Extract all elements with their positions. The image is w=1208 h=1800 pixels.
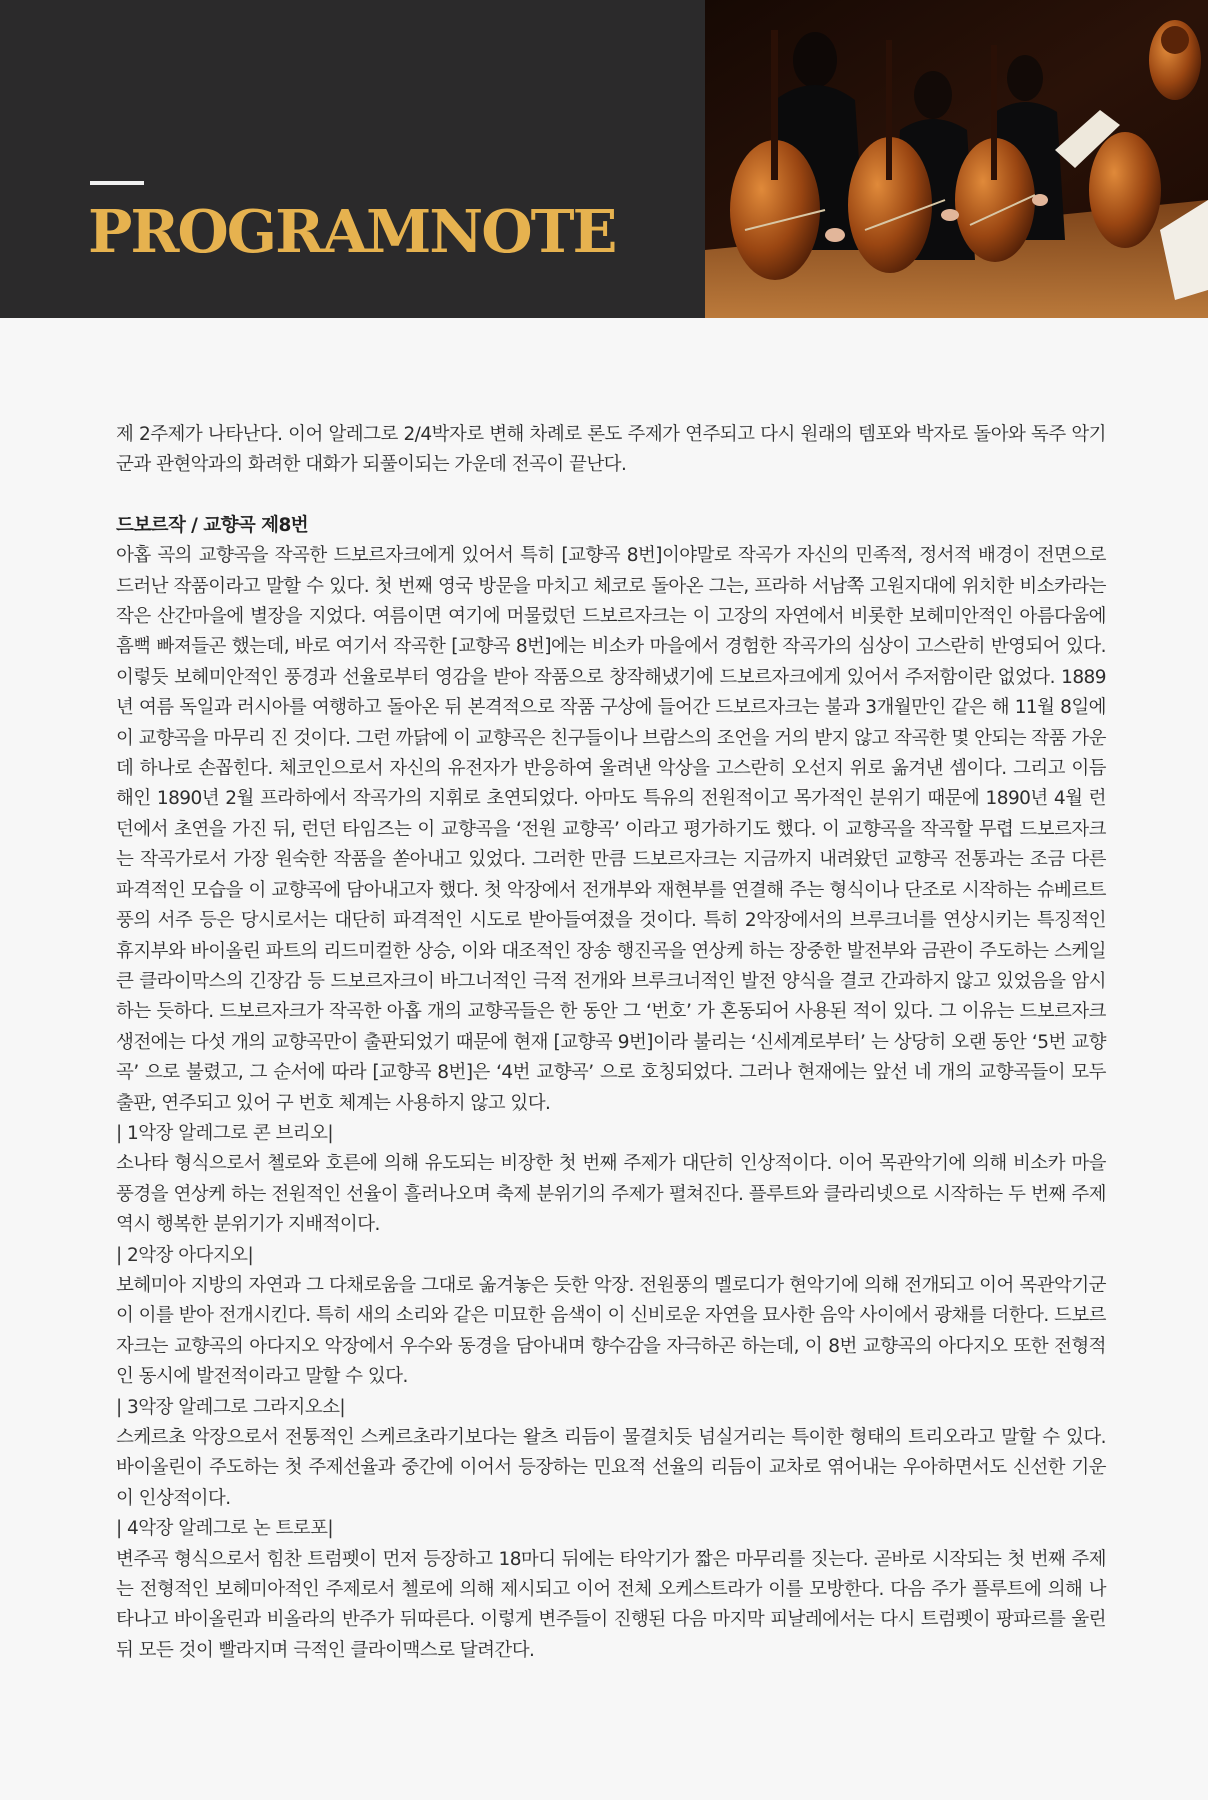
movement-2-title: | 2악장 아다지오|	[116, 1244, 254, 1266]
section-title: 드보르작 / 교향곡 제8번	[116, 514, 309, 536]
title-accent-rule	[90, 181, 144, 185]
program-note-body	[116, 420, 1106, 1666]
movement-1-title: | 1악장 알레그로 콘 브리오|	[116, 1122, 334, 1144]
movement-4-text: 변주곡 형식으로서 힘찬 트럼펫이 먼저 등장하고 18마디 뒤에는 타악기가 짧은 마무리를 짓는다. 곧바로 시작되는 첫 번째 주제는 전형적인 보헤미아적인 주제로서 첼로에 의해 제시되고 이어 전체 오케스트라가 이를 모방한다. 다음 주가 플루트에 의해 나타나고 바이올린과 비올라의 반주가 뒤따른다. 이렇게 변주들이 진행된 다음 마지막 피날레에서는 다시 트럼펫이 팡파르를 울린 뒤 모든 것이 빨라지며 극적인 클라이맥스로 달려간다.	[116, 1548, 1106, 1661]
movement-3-text: 스케르초 악장으로서 전통적인 스케르초라기보다는 왈츠 리듬이 물결치듯 넘실거리는 특이한 형태의 트리오라고 말할 수 있다. 바이올린이 주도하는 첫 주제선율과 중간에 이어서 등장하는 민요적 선율의 리듬이 교차로 엮어내는 우아하면서도 신선한 기운이 인상적이다.	[116, 1427, 1106, 1509]
intro-paragraph: 제 2주제가 나타난다. 이어 알레그로 2/4박자로 변해 차례로 론도 주제가 연주되고 다시 원래의 템포와 박자로 돌아와 독주 악기군과 관현악과의 화려한 대화가 되풀이되는 가운데 전곡이 끝난다.	[116, 424, 1106, 476]
main-paragraph: 아홉 곡의 교향곡을 작곡한 드보르자크에게 있어서 특히 [교향곡 8번]이야말로 작곡가 자신의 민족적, 정서적 배경이 전면으로 드러난 작품이라고 말할 수 있다. 첫 번째 영국 방문을 마치고 체코로 돌아온 그는, 프라하 서남쪽 고원지대에 위치한 비소카라는 작은 산간마을에 별장을 지었다. 여름이면 여기에 머물렀던 드보르자크는 이 고장의 자연에서 비롯한 보헤미안적인 아름다움에 흠뻑 빠져들곤 했는데, 바로 여기서 작곡한 [교향곡 8번]에는 비소카 마을에서 경험한 작곡가의 심상이 고스란히 반영되어 있다. 이렇듯 보헤미안적인 풍경과 선율로부터 영감을 받아 작품으로 창작해냈기에 드보르자크에게 있어서 주저함이란 없었다. 1889년 여름 독일과 러시아를 여행하고 돌아온 뒤 본격적으로 작품 구상에 들어간 드보르자크는 불과 3개월만인 같은 해 11월 8일에 이 교향곡을 마무리 진 것이다. 그런 까닭에 이 교향곡은 친구들이나 브람스의 조언을 거의 받지 않고 작곡한 몇 안되는 작품 가운데 하나로 손꼽힌다. 체코인으로서 자신의 유전자가 반응하여 울려낸 악상을 고스란히 오선지 위로 옮겨낸 셈이다. 그리고 이듬해인 1890년 2월 프라하에서 작곡가의 지휘로 초연되었다. 아마도 특유의 전원적이고 목가적인 분위기 때문에 1890년 4월 런던에서 초연을 가진 뒤, 런던 타임즈는 이 교향곡을 ‘전원 교향곡’ 이라고 평가하기도 했다. 이 교향곡을 작곡할 무렵 드보르자크는 작곡가로서 가장 원숙한 작품을 쏟아내고 있었다. 그러한 만큼 드보르자크는 지금까지 내려왔던 교향곡 전통과는 조금 다른 파격적인 모습을 이 교향곡에 담아내고자 했다. 첫 악장에서 전개부와 재현부를 연결해 주는 형식이나 단조로 시작하는 슈베르트풍의 서주 등은 당시로서는 대단히 파격적인 시도로 받아들여졌을 것이다. 특히 2악장에서의 브루크너를 연상시키는 특징적인 휴지부와 바이올린 파트의 리드미컬한 상승, 이와 대조적인 장송 행진곡을 연상케 하는 장중한 발전부와 금관이 주도하는 스케일 큰 클라이막스의 긴장감 등 드보르자크이 바그너적인 극적 전개와 브루크너적인 발전 양식을 결코 간과하지 않고 있었음을 암시하는 듯하다. 드보르자크가 작곡한 아홉 개의 교향곡들은 한 동안 그 ‘번호’ 가 혼동되어 사용된 적이 있다. 그 이유는 드보르자크 생전에는 다섯 개의 교향곡만이 출판되었기 때문에 현재 [교향곡 9번]이라 불리는 ‘신세계로부터’ 는 상당히 오랜 동안 ‘5번 교향곡’ 으로 불렸고, 그 순서에 따라 [교향곡 8번]은 ‘4번 교향곡’ 으로 호칭되었다. 그러나 현재에는 앞선 네 개의 교향곡들이 모두 출판, 연주되고 있어 구 번호 체계는 사용하지 않고 있다.	[116, 545, 1106, 1114]
movement-1-text: 소나타 형식으로서 첼로와 호른에 의해 유도되는 비장한 첫 번째 주제가 대단히 인상적이다. 이어 목관악기에 의해 비소카 마을 풍경을 연상케 하는 전원적인 선율이 흘러나오며 축제 분위기의 주제가 펼쳐진다. 플루트와 클라리넷으로 시작하는 두 번째 주제 역시 행복한 분위기가 지배적이다.	[116, 1153, 1106, 1236]
movement-4-title: | 4악장 알레그로 논 트로포|	[116, 1518, 334, 1540]
movement-2-text: 보헤미아 지방의 자연과 그 다채로움을 그대로 옮겨놓은 듯한 악장. 전원풍의 멜로디가 현악기에 의해 전개되고 이어 목관악기군이 이를 받아 전개시킨다. 특히 새의 소리와 같은 미묘한 음색이 이 신비로운 자연을 묘사한 음악 사이에서 광채를 더한다. 드보르자크는 교향곡의 아다지오 악장에서 우수와 동경을 담아내며 향수감을 자극하곤 하는데, 이 8번 교향곡의 아다지오 또한 전형적인 동시에 발전적이라고 말할 수 있다.	[116, 1274, 1106, 1388]
paragraph-spacer	[116, 481, 1106, 511]
movement-3-title: | 3악장 알레그로 그라지오소|	[116, 1396, 346, 1418]
page-title: PROGRAMNOTE	[88, 197, 616, 266]
header-banner	[0, 0, 1208, 318]
orchestra-double-bass-photo	[705, 0, 1208, 318]
